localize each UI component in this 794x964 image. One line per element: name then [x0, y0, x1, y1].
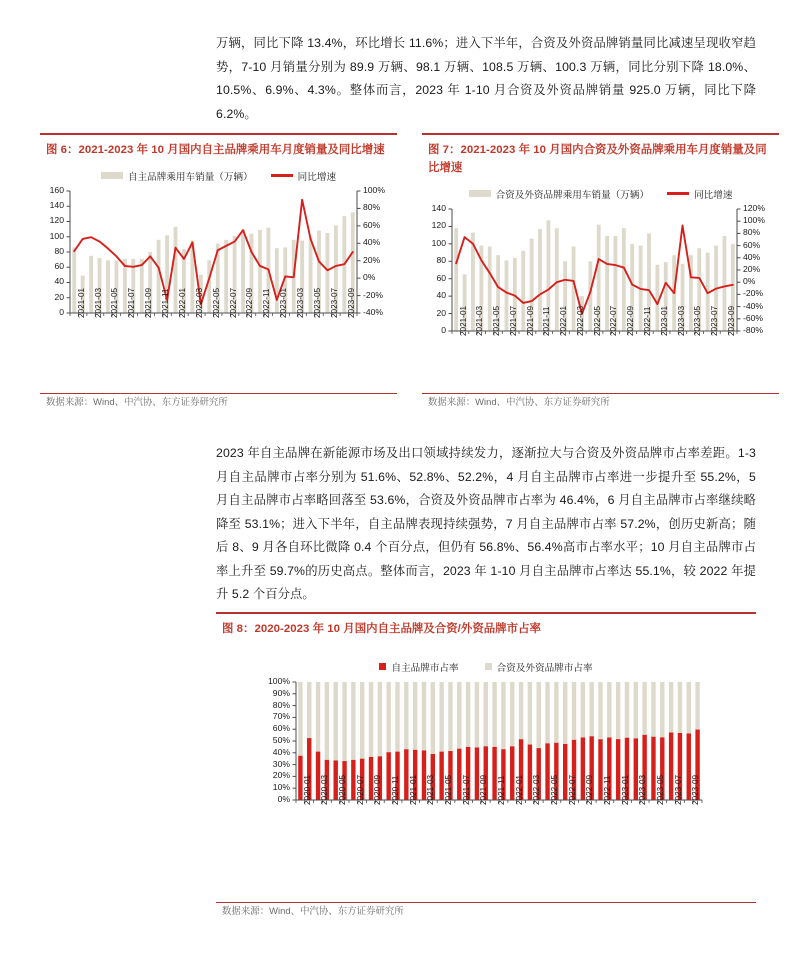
y2-axis-tick-label: 20% [363, 254, 381, 265]
legend-label-growth: 同比增速 [297, 171, 337, 183]
x-axis-tick-label: 2021-03 [93, 287, 103, 318]
figure-7-legend [422, 187, 779, 201]
x-axis-tick-label: 2021-01 [76, 287, 86, 318]
x-axis-tick-label: 2023-01 [659, 305, 669, 336]
y2-axis-tick-label: -40% [363, 306, 384, 317]
x-axis-tick-label: 2022-09 [585, 774, 595, 805]
x-axis-tick-label: 2021-07 [461, 774, 471, 805]
y-axis-tick-label: 20 [436, 307, 446, 318]
x-axis-tick-label: 2023-09 [691, 774, 701, 805]
figure-8 [216, 612, 756, 922]
x-axis-tick-label: 2023-05 [312, 287, 322, 318]
y2-axis-tick-label: -40% [743, 300, 764, 311]
x-axis-tick-label: 2021-11 [161, 288, 171, 318]
y2-axis-tick-label: 80% [363, 202, 381, 213]
x-axis-tick-label: 2023-05 [693, 305, 703, 336]
x-axis-tick-label: 2020-05 [338, 774, 348, 805]
y-axis-tick-label: 80 [436, 255, 446, 266]
figure-6-source: 数据来源：Wind、中汽协、东方证券研究所 [46, 396, 228, 407]
x-axis-tick-label: 2021-05 [444, 774, 454, 805]
y2-axis-tick-label: 100% [363, 184, 385, 195]
x-axis-tick-label: 2023-03 [676, 305, 686, 336]
x-axis-tick-label: 2022-11 [643, 306, 652, 336]
y2-axis-tick-label: 40% [363, 237, 381, 248]
x-axis-tick-label: 2022-05 [211, 287, 221, 318]
y2-axis-tick-label: 60% [363, 219, 381, 230]
x-axis-tick-label: 2021-01 [458, 305, 468, 336]
figure-7-plot [422, 203, 779, 387]
x-axis-tick-label: 2021-03 [475, 305, 485, 336]
y-axis-tick-label: 80% [272, 699, 290, 710]
bar-swatch-icon [101, 172, 123, 179]
x-axis-tick-label: 2022-05 [592, 305, 602, 336]
y-axis-tick-label: 60 [54, 261, 64, 272]
x-axis-tick-label: 2021-11 [496, 775, 506, 805]
y-axis-tick-label: 80 [54, 245, 64, 256]
x-axis-tick-label: 2023-01 [620, 774, 630, 805]
y-axis-tick-label: 0 [441, 324, 446, 335]
legend-item-foreign [485, 660, 593, 674]
x-axis-tick-label: 2021-07 [127, 287, 137, 318]
figure-7-source: 数据来源：Wind、中汽协、东方证券研究所 [428, 396, 610, 407]
figure-7 [422, 133, 779, 413]
legend-item-growth [667, 187, 732, 201]
figure-8-title: 图 8：2020-2023 年 10 月国内自主品牌及合资/外资品牌市占率 [222, 622, 541, 635]
figure-8-source: 数据来源：Wind、中汽协、东方证券研究所 [222, 905, 404, 916]
figure-6-plot [40, 185, 397, 369]
legend-label-foreign: 合资及外资品牌市占率 [496, 662, 593, 674]
x-axis-tick-label: 2023-07 [710, 305, 720, 336]
legend-item-growth [271, 169, 336, 183]
y2-axis-tick-label: -60% [743, 312, 764, 323]
x-axis-tick-label: 2022-09 [245, 287, 255, 318]
legend-item-sales [101, 169, 253, 183]
figure-8-legend [216, 660, 756, 674]
x-axis-tick-label: 2022-07 [609, 305, 619, 336]
y-axis-tick-label: 40 [436, 290, 446, 301]
figure-6-legend [40, 169, 397, 183]
y2-axis-tick-label: -80% [743, 324, 764, 335]
x-axis-tick-label: 2022-11 [602, 775, 612, 805]
x-axis-tick-label: 2023-09 [346, 287, 356, 318]
x-axis-tick-label: 2020-09 [373, 774, 383, 805]
y-axis-tick-label: 10% [272, 782, 290, 793]
y-axis-tick-label: 100 [49, 230, 64, 241]
paragraph-top: 万辆，同比下降 13.4%，环比增长 11.6%；进入下半年，合资及外资品牌销量同比减速呈现收窄趋势，7-10 月销量分别为 89.9 万辆、98.1 万辆、108.5 万辆、100.3 万辆，同比分别下降 18.0%、10.5%、6.9%、4.3%。整体而言，2023 年 1-10 月合资及外资品牌销量 925.0 万辆，同比下降 6.2%。 [216, 36, 756, 121]
y-axis-tick-label: 20 [54, 291, 64, 302]
y2-axis-tick-label: 0% [363, 272, 376, 283]
y-axis-tick-label: 140 [49, 200, 64, 211]
x-axis-tick-label: 2023-07 [673, 774, 683, 805]
figure-6 [40, 133, 397, 413]
y-axis-tick-label: 40 [54, 276, 64, 287]
x-axis-tick-label: 2021-03 [426, 774, 436, 805]
x-axis-tick-label: 2022-01 [514, 774, 524, 805]
y2-axis-tick-label: 20% [743, 263, 761, 274]
legend-item-domestic [379, 660, 458, 674]
y-axis-tick-label: 140 [431, 202, 446, 213]
y-axis-tick-label: 50% [272, 734, 290, 745]
x-axis-tick-label: 2023-07 [329, 287, 339, 318]
y2-axis-tick-label: 0% [743, 276, 756, 287]
y2-axis-tick-label: 40% [743, 251, 761, 262]
y-axis-tick-label: 0% [277, 793, 290, 804]
y-axis-tick-label: 40% [272, 746, 290, 757]
x-axis-tick-label: 2022-03 [575, 305, 585, 336]
legend-label-sales: 自主品牌乘用车销量（万辆） [127, 171, 253, 183]
y-axis-tick-label: 20% [272, 770, 290, 781]
x-axis-tick-label: 2022-03 [194, 287, 204, 318]
red-square-swatch-icon [379, 663, 386, 670]
x-axis-tick-label: 2020-11 [391, 775, 401, 805]
x-axis-tick-label: 2021-09 [525, 305, 535, 336]
y-axis-tick-label: 100 [431, 237, 446, 248]
x-axis-tick-label: 2022-11 [262, 288, 272, 318]
y2-axis-tick-label: 100% [743, 215, 765, 226]
y-axis-tick-label: 60 [436, 272, 446, 283]
x-axis-tick-label: 2020-03 [320, 774, 330, 805]
y2-axis-tick-label: -20% [363, 289, 384, 300]
x-axis-tick-label: 2022-07 [567, 774, 577, 805]
x-axis-tick-label: 2023-05 [655, 774, 665, 805]
x-axis-tick-label: 2022-09 [626, 305, 636, 336]
legend-label-growth: 同比增速 [694, 189, 733, 201]
figure-6-title: 图 6：2021-2023 年 10 月国内自主品牌乘用车月度销量及同比增速 [46, 143, 385, 156]
y-axis-tick-label: 120 [49, 215, 64, 226]
x-axis-tick-label: 2021-09 [144, 287, 154, 318]
x-axis-tick-label: 2021-05 [492, 305, 502, 336]
line-swatch-icon [667, 192, 689, 194]
y2-axis-tick-label: 120% [743, 202, 765, 213]
legend-label-sales: 合资及外资品牌乘用车销量（万辆） [495, 189, 650, 201]
legend-item-sales [469, 187, 650, 201]
x-axis-tick-label: 2021-11 [542, 306, 552, 336]
paragraph-middle: 2023 年自主品牌在新能源市场及出口领域持续发力，逐渐拉大与合资及外资品牌市占率差距。1-3 月自主品牌市占率分别为 51.6%、52.8%、52.2%，4 月自主品牌市占率进一步提升至 55.2%，5 月自主品牌市占率略回落至 53.6%，合资及外资品牌市占率为 46.4%，6 月自主品牌市占率继续略降至 53.1%；进入下半年，自主品牌表现持续强势，7 月自主品牌市占率 57.2%，创历史新高；随后 8、9 月各自环比微降 0.4 个百分点，但仍有 56.8%、56.4%高市占率水平；10 月自主品牌市占率上升至 59.7%的历史高点。整体而言，2023 年 1-10 月自主品牌市占率达 55.1%，较 2022 年提升 5.2 个百分点。 [216, 446, 757, 601]
x-axis-tick-label: 2022-07 [228, 287, 238, 318]
x-axis-tick-label: 2023-09 [726, 305, 736, 336]
y-axis-tick-label: 90% [272, 687, 290, 698]
bar-swatch-icon [469, 190, 491, 197]
y-axis-tick-label: 100% [268, 675, 290, 686]
x-axis-tick-label: 2021-09 [479, 774, 489, 805]
x-axis-tick-label: 2022-05 [549, 774, 559, 805]
x-axis-tick-label: 2020-01 [302, 774, 312, 805]
y-axis-tick-label: 30% [272, 758, 290, 769]
figure-7-title: 图 7：2021-2023 年 10 月国内合资及外资品牌乘用车月度销量及同比增速 [428, 143, 767, 174]
x-axis-tick-label: 2022-03 [532, 774, 542, 805]
x-axis-tick-label: 2022-01 [559, 305, 569, 336]
figure-8-plot [262, 676, 712, 868]
y-axis-tick-label: 70% [272, 711, 290, 722]
x-axis-tick-label: 2021-01 [408, 774, 418, 805]
x-axis-tick-label: 2021-07 [508, 305, 518, 336]
beige-square-swatch-icon [485, 663, 492, 670]
y-axis-tick-label: 160 [49, 184, 64, 195]
x-axis-tick-label: 2020-07 [355, 774, 365, 805]
legend-label-domestic: 自主品牌市占率 [391, 662, 459, 674]
y-axis-tick-label: 0 [59, 306, 64, 317]
y2-axis-tick-label: -20% [743, 288, 764, 299]
y2-axis-tick-label: 80% [743, 227, 761, 238]
x-axis-tick-label: 2022-01 [177, 287, 187, 318]
line-swatch-icon [271, 174, 293, 176]
x-axis-tick-label: 2023-03 [638, 774, 648, 805]
y2-axis-tick-label: 60% [743, 239, 761, 250]
y-axis-tick-label: 60% [272, 723, 290, 734]
x-axis-tick-label: 2023-03 [296, 287, 306, 318]
x-axis-tick-label: 2023-01 [279, 287, 289, 318]
y-axis-tick-label: 120 [431, 220, 446, 231]
x-axis-tick-label: 2021-05 [110, 287, 120, 318]
